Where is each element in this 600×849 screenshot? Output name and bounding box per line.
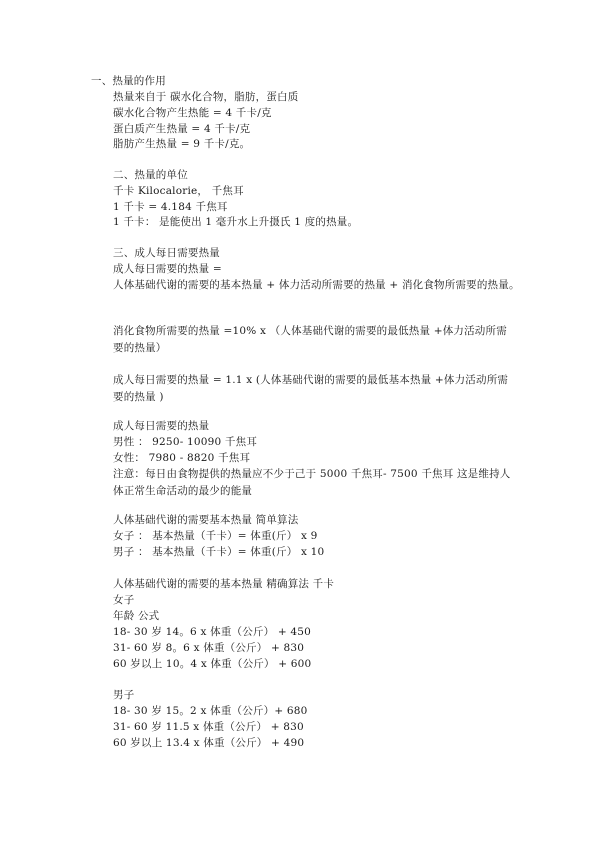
daily-needs-male: 男性 ： 9250- 10090 千焦耳 — [113, 436, 258, 448]
text-line: 人体基础代谢的需要的基本热量 + 体力活动所需要的热量 + 消化食物所需要的热量。 — [113, 279, 520, 291]
precise-male-row: 18- 30 岁 15。2 x 体重（公斤）+ 680 — [113, 705, 308, 717]
daily-needs-female: 女性： 7980 - 8820 千焦耳 — [113, 452, 251, 464]
simple-method-male: 男子 ： 基本热量（千卡）= 体重(斤） x 10 — [113, 546, 325, 558]
daily-needs-title: 成人每日需要的热量 — [113, 420, 210, 432]
simple-method-title: 人体基础代谢的需要基本热量 简单算法 — [113, 514, 299, 526]
text-line: 1 千卡 = 4.184 千焦耳 — [113, 201, 228, 213]
text-line: 热量来自于 碳水化合物，脂肪，蛋白质 — [113, 91, 299, 103]
precise-male-row: 60 岁以上 13.4 x 体重（公斤） + 490 — [113, 737, 305, 749]
text-line: 1 千卡： 是能使出 1 毫升水上升摄氏 1 度的热量。 — [113, 216, 359, 228]
daily-needs-note: 注意：每日由食物提供的热量应不少于己于 5000 千焦耳- 7500 千焦耳 这是维持人体正常生命活动的最少的能量 — [113, 468, 511, 497]
section2-heading: 二、热量的单位 — [113, 169, 188, 181]
text-line: 碳水化合物产生热能 = 4 千卡/克 — [113, 107, 272, 119]
digestion-formula: 消化食物所需要的热量 =10% x （人体基础代谢的需要的最低热量 +体力活动所需要的热量） — [113, 325, 507, 354]
section3-heading: 三、成人每日需要热量 — [113, 247, 220, 259]
precise-female-row: 18- 30 岁 14。6 x 体重（公斤） + 450 — [113, 626, 312, 638]
precise-male-row: 31- 60 岁 11.5 x 体重（公斤） + 830 — [113, 721, 304, 733]
precise-female-label: 女子 — [113, 594, 135, 606]
text-line: 脂肪产生热量 = 9 千卡/克。 — [113, 138, 251, 150]
text-line: 蛋白质产生热量 = 4 千卡/克 — [113, 123, 251, 135]
text-line: 成人每日需要的热量 = — [113, 263, 222, 275]
precise-method-title: 人体基础代谢的需要的基本热量 精确算法 千卡 — [113, 578, 335, 590]
text-line: 千卡 Kilocalorie， 千焦耳 — [113, 185, 244, 197]
precise-female-header: 年龄 公式 — [113, 610, 160, 622]
precise-female-row: 60 岁以上 10。4 x 体重（公斤） + 600 — [113, 658, 312, 670]
precise-female-row: 31- 60 岁 8。6 x 体重（公斤） + 830 — [113, 642, 305, 654]
daily-formula: 成人每日需要的热量 = 1.1 x (人体基础代谢的需要的最低基本热量 +体力活动所需要的热量 ) — [113, 374, 509, 403]
section1-heading: 一、热量的作用 — [91, 75, 166, 87]
precise-male-label: 男子 — [113, 689, 135, 701]
simple-method-female: 女子 ： 基本热量（千卡）= 体重(斤） x 9 — [113, 530, 318, 542]
